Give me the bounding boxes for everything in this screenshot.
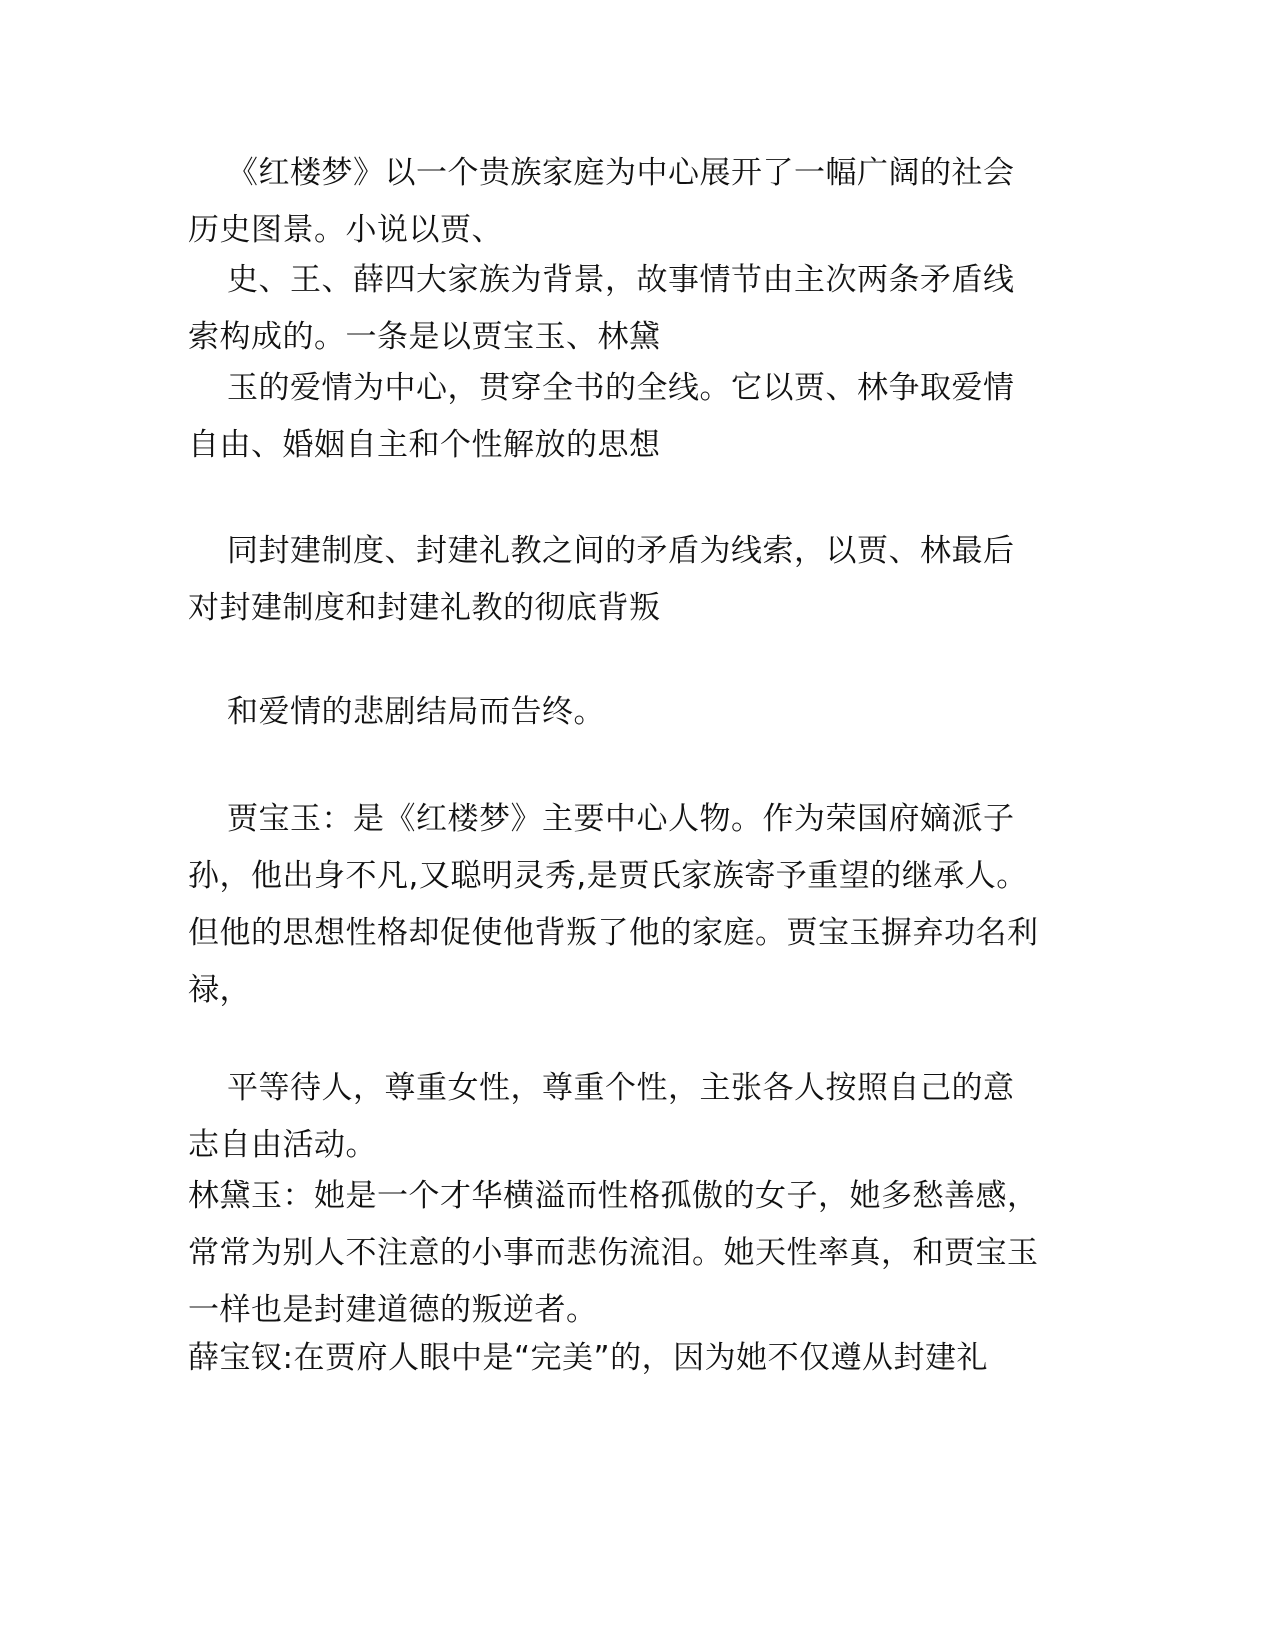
paragraph-conflict [188, 523, 1088, 637]
paragraph-line: 《红楼梦》以一个贵族家庭为中心展开了一幅广阔的社会 [227, 155, 1015, 191]
paragraph-line: 林黛玉：她是一个才华横溢而性格孤傲的女子，她多愁善感， [188, 1178, 1039, 1214]
paragraph-line: 同封建制度、封建礼教之间的矛盾为线索，以贾、林最后 [227, 533, 1015, 569]
paragraph-line: 平等待人，尊重女性，尊重个性，主张各人按照自己的意 [227, 1070, 1015, 1106]
paragraph-line: 禄， [188, 972, 251, 1008]
paragraph-line: 自由、婚姻自主和个性解放的思想 [188, 427, 661, 463]
paragraph-line: 常常为别人不注意的小事而悲伤流泪。她天性率真，和贾宝玉 [188, 1235, 1039, 1271]
paragraph-line: 但他的思想性格却促使他背叛了他的家庭。贾宝玉摒弃功名利 [188, 915, 1039, 951]
paragraph-line: 和爱情的悲剧结局而告终。 [227, 694, 605, 730]
paragraph-families [188, 252, 1088, 366]
paragraph-line: 一样也是封建道德的叛逆者。 [188, 1292, 598, 1328]
paragraph-xue-baochai [188, 1330, 1088, 1387]
paragraph-jia-baoyu [188, 791, 1088, 1019]
paragraph-line: 孙，他出身不凡,又聪明灵秀,是贾氏家族寄予重望的继承人。 [188, 858, 1028, 894]
paragraph-line: 薛宝钗:在贾府人眼中是“完美”的，因为她不仅遵从封建礼 [188, 1340, 989, 1376]
paragraph-line: 对封建制度和封建礼教的彻底背叛 [188, 590, 661, 626]
paragraph-equality [188, 1060, 1088, 1174]
paragraph-line: 史、王、薛四大家族为背景，故事情节由主次两条矛盾线 [227, 262, 1015, 298]
paragraph-line: 历史图景。小说以贾、 [188, 212, 503, 248]
paragraph-intro [188, 145, 1088, 259]
paragraph-love-storyline [188, 360, 1088, 474]
paragraph-line: 玉的爱情为中心，贯穿全书的全线。它以贾、林争取爱情 [227, 370, 1015, 406]
paragraph-line: 索构成的。一条是以贾宝玉、林黛 [188, 319, 661, 355]
paragraph-line: 志自由活动。 [188, 1127, 377, 1163]
paragraph-line: 贾宝玉：是《红楼梦》主要中心人物。作为荣国府嫡派子 [227, 801, 1015, 837]
paragraph-tragic-ending [188, 684, 1088, 741]
paragraph-lin-daiyu [188, 1168, 1088, 1339]
